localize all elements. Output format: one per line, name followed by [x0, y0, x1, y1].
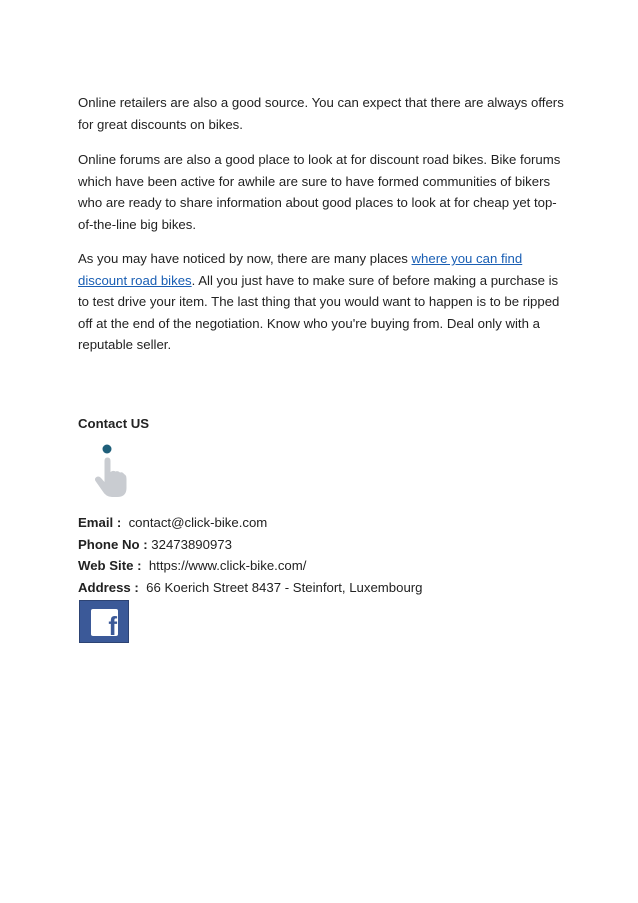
email-value: contact@click-bike.com: [128, 515, 268, 530]
paragraph-noticed-rest: . All you just have to make sure of before making a purchase is to test drive your item. The last thing that you would want to happen is to be ripped off at the end of the negotiation. Know who you're buying from. Deal only with a reputable seller.: [78, 272, 560, 352]
paragraph-online-retailers: Online retailers are also a good source. You can expect that there are always offers for great discounts on bikes.: [78, 95, 564, 132]
website-row: [78, 555, 423, 577]
address-label: Address :: [78, 579, 139, 595]
facebook-f-glyph: f: [108, 611, 117, 641]
phone-row: [78, 534, 423, 556]
email-label: Email :: [78, 515, 122, 530]
address-value: 66 Koerich Street 8437 - Steinfort, Luxembourg: [146, 579, 423, 595]
paragraph-noticed-intro: As you may have noticed by now, there are many places: [78, 251, 412, 266]
website-label: Web Site :: [78, 558, 142, 573]
facebook-icon[interactable]: [79, 600, 129, 643]
website-value: https://www.click-bike.com/: [148, 558, 307, 573]
contact-details: [78, 512, 423, 598]
paragraph-noticed: [78, 248, 568, 356]
address-row: [78, 577, 423, 599]
pointing-hand-icon: [92, 442, 132, 500]
discount-road-bikes-link[interactable]: where you can find discount road bikes: [78, 251, 523, 288]
facebook-logo-square: [91, 609, 118, 641]
phone-value: 32473890973: [151, 536, 232, 552]
email-row: [78, 512, 423, 534]
phone-label: Phone No :: [78, 536, 148, 552]
contact-heading: Contact US: [78, 416, 150, 431]
paragraph-online-forums: Online forums are also a good place to look at for discount road bikes. Bike forums which have been active for awhile are sure to have formed communities of bikers who are ready to share information about good places to look at for cheap yet top-of-the-line big bikes.: [78, 152, 561, 232]
